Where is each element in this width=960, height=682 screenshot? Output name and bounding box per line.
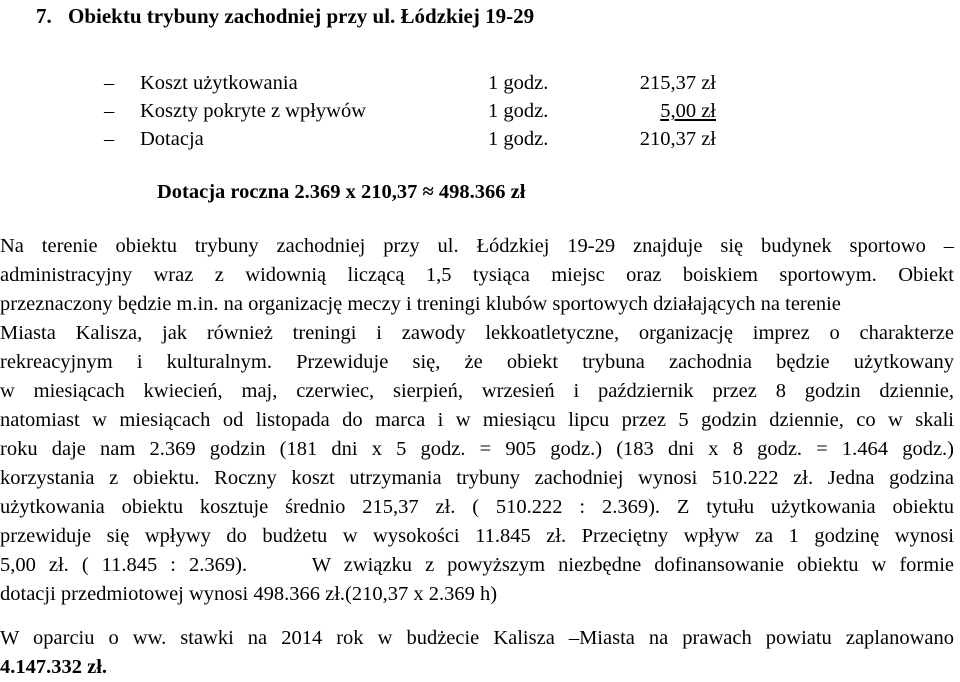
paragraph-line: 5,00 zł. ( 11.845 : 2.369). W związku z powyższym niezbędne dofinansowanie obiektu w formie	[0, 554, 954, 576]
paragraph-line: przewiduje się wpływy do budżetu w wysokości 11.845 zł. Przeciętny wpływ za 1 godzinę wynosi	[0, 525, 954, 547]
cost-hours: 1 godz.	[488, 72, 549, 94]
cost-amount: 5,00 zł	[660, 100, 716, 122]
paragraph-line: korzystania z obiektu. Roczny koszt utrzymania trybuny zachodniej wynosi 510.222 zł. Jedna godzina	[0, 467, 954, 489]
paragraph-line: Miasta Kalisza, jak również treningi i zawody lekkoatletyczne, organizację imprez o charakterze	[0, 322, 954, 344]
paragraph-line: dotacji przedmiotowej wynosi 498.366 zł.(210,37 x 2.369 h)	[0, 583, 498, 605]
dash-bullet: –	[104, 72, 115, 94]
cost-hours: 1 godz.	[488, 100, 549, 122]
annual-subsidy-line: Dotacja roczna 2.369 x 210,37 ≈ 498.366 zł	[157, 181, 526, 203]
paragraph-line: użytkowania obiektu kosztuje średnio 215,37 zł. ( 510.222 : 2.369). Z tytułu użytkowania obiektu	[0, 496, 954, 518]
cost-hours: 1 godz.	[488, 128, 549, 150]
final-amount: 4.147.332 zł.	[0, 656, 108, 678]
dash-bullet: –	[104, 128, 115, 150]
section-title: Obiektu trybuny zachodniej przy ul. Łódzkiej 19-29	[68, 4, 535, 28]
section-number: 7.	[36, 4, 52, 28]
cost-amount: 215,37 zł	[639, 72, 716, 94]
cost-label: Koszt użytkowania	[140, 72, 298, 94]
paragraph-line: w miesiącach kwiecień, maj, czerwiec, sierpień, wrzesień i październik przez 8 godzin dziennie,	[0, 380, 954, 402]
final-paragraph-line: W oparciu o ww. stawki na 2014 rok w budżecie Kalisza –Miasta na prawach powiatu zaplanowano	[0, 627, 954, 649]
paragraph-line: przeznaczony będzie m.in. na organizację meczy i treningi klubów sportowych działających na terenie	[0, 293, 841, 315]
paragraph-line: administracyjny wraz z widownią liczącą 1,5 tysiąca miejsc oraz boiskiem sportowym. Obiekt	[0, 264, 954, 286]
paragraph-line: rekreacyjnym i kulturalnym. Przewiduje się, że obiekt trybuna zachodnia będzie użytkowany	[0, 351, 954, 373]
description-paragraph	[0, 232, 954, 609]
paragraph-line: roku daje nam 2.369 godzin (181 dni x 5 godz. = 905 godz.) (183 dni x 8 godz. = 1.464 godz.)	[0, 438, 954, 460]
cost-label: Koszty pokryte z wpływów	[140, 100, 367, 122]
paragraph-line: Na terenie obiektu trybuny zachodniej przy ul. Łódzkiej 19-29 znajduje się budynek sportowo –	[0, 235, 954, 257]
paragraph-line: natomiast w miesiącach od listopada do marca i w miesiącu lipcu przez 5 godzin dziennie, co w skali	[0, 409, 954, 431]
cost-label: Dotacja	[140, 128, 204, 150]
final-paragraph	[0, 624, 954, 682]
dash-bullet: –	[104, 100, 115, 122]
section-heading	[36, 4, 534, 29]
cost-amount: 210,37 zł	[639, 128, 716, 150]
